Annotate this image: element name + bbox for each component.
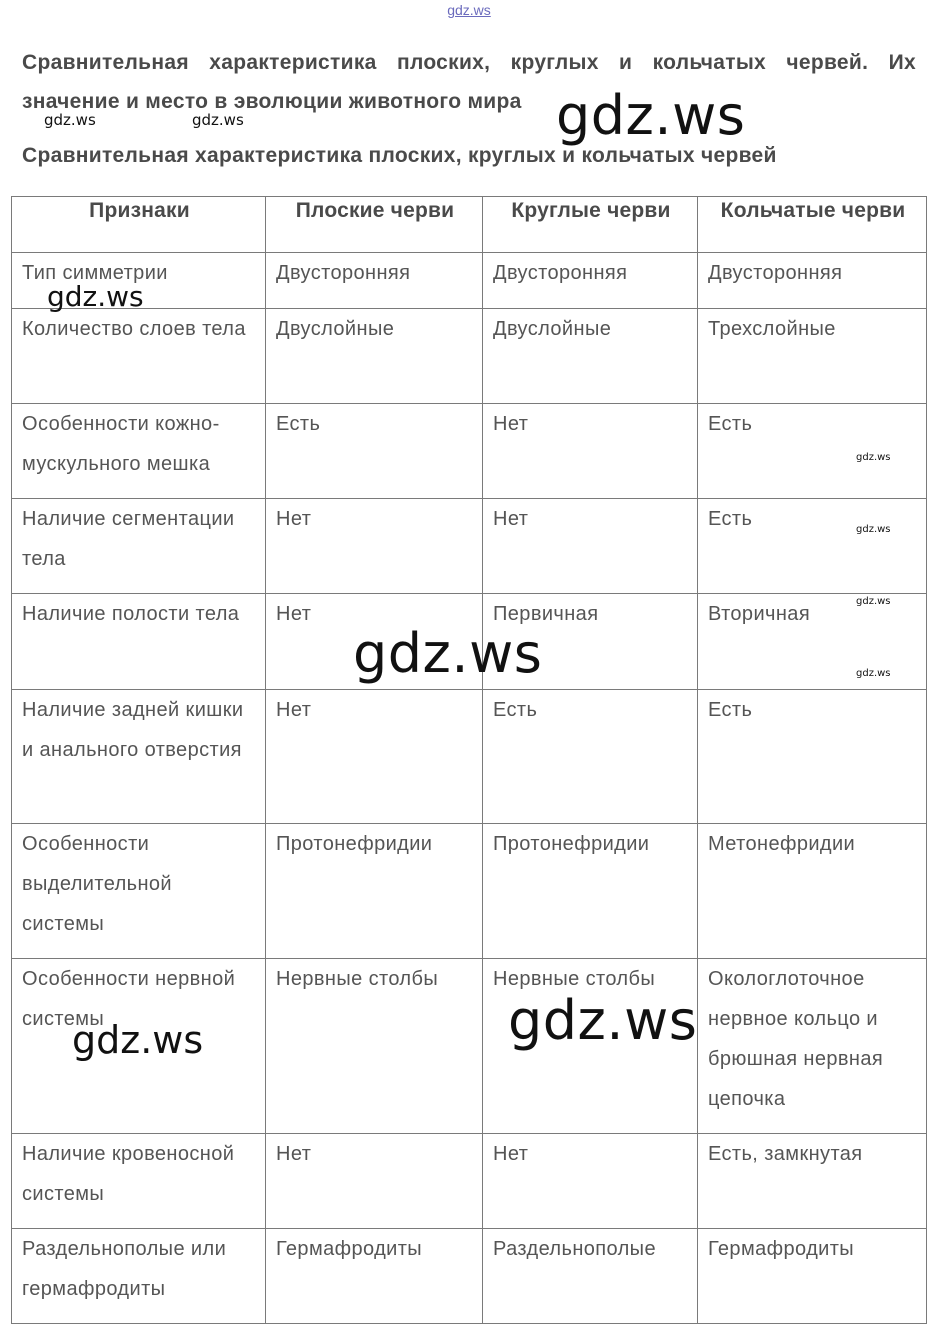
flatworms-cell: Двуслойные — [266, 309, 483, 404]
table-row — [12, 404, 927, 499]
comparison-table — [11, 196, 927, 1324]
header-flatworms: Плоские черви — [266, 197, 483, 253]
header-annelids: Кольчатые черви — [698, 197, 927, 253]
flatworms-cell: Нет — [266, 499, 483, 594]
roundworms-cell: Нет — [483, 499, 698, 594]
watermark: gdz.ws — [856, 524, 891, 535]
page-title: Сравнительная характеристика плоских, круглых и кольчатых червей. Их значение и место в эволюции животного мира — [22, 51, 916, 113]
annelids-cell: Гермафродиты — [698, 1229, 927, 1324]
annelids-cell: Есть — [698, 499, 927, 594]
watermark: gdz.ws — [44, 111, 96, 129]
table-row — [12, 824, 927, 959]
flatworms-cell: Гермафродиты — [266, 1229, 483, 1324]
watermark: gdz.ws — [856, 668, 891, 679]
flatworms-cell: Протонефридии — [266, 824, 483, 959]
flatworms-cell: Нет — [266, 1134, 483, 1229]
watermark: gdz.ws — [508, 989, 698, 1052]
site-link[interactable]: gdz.ws — [447, 2, 491, 18]
table-row — [12, 690, 927, 824]
flatworms-cell: Нет — [266, 690, 483, 824]
table-row — [12, 253, 927, 309]
watermark: gdz.ws — [856, 596, 891, 607]
feature-cell: Количество слоев тела — [12, 309, 266, 404]
header-feature: Признаки — [12, 197, 266, 253]
flatworms-cell: Есть — [266, 404, 483, 499]
feature-cell: Тип симметрии — [12, 253, 266, 309]
roundworms-cell: Первичная — [483, 594, 698, 690]
annelids-cell: Окологлоточное нервное кольцо и брюшная нервная цепочка — [698, 959, 927, 1134]
table-title: Сравнительная характеристика плоских, круглых и кольчатых червей — [22, 144, 777, 167]
table-row — [12, 309, 927, 404]
table-header-row — [12, 197, 927, 253]
annelids-cell: Есть, замкнутая — [698, 1134, 927, 1229]
table-row — [12, 1134, 927, 1229]
roundworms-cell: Протонефридии — [483, 824, 698, 959]
roundworms-cell: Есть — [483, 690, 698, 824]
feature-cell: Особенности выделительной системы — [12, 824, 266, 959]
watermark: gdz.ws — [192, 111, 244, 129]
roundworms-cell: Двуслойные — [483, 309, 698, 404]
roundworms-cell: Нет — [483, 1134, 698, 1229]
watermark: gdz.ws — [856, 452, 891, 463]
roundworms-cell: Раздельнополые — [483, 1229, 698, 1324]
roundworms-cell: Двусторонняя — [483, 253, 698, 309]
annelids-cell: Двусторонняя — [698, 253, 927, 309]
feature-cell: Наличие кровеносной системы — [12, 1134, 266, 1229]
annelids-cell: Есть — [698, 404, 927, 499]
annelids-cell: Метонефридии — [698, 824, 927, 959]
table-row — [12, 1229, 927, 1324]
header-roundworms: Круглые черви — [483, 197, 698, 253]
watermark: gdz.ws — [353, 622, 543, 685]
roundworms-cell: Нет — [483, 404, 698, 499]
feature-cell: Особенности нервной системы — [12, 959, 266, 1134]
roundworms-cell: Нервные столбы — [483, 959, 698, 1134]
annelids-cell: Трехслойные — [698, 309, 927, 404]
feature-cell: Раздельнополые или гермафродиты — [12, 1229, 266, 1324]
table-row — [12, 499, 927, 594]
annelids-cell: Есть — [698, 690, 927, 824]
flatworms-cell: Нет — [266, 594, 483, 690]
feature-cell: Наличие полости тела — [12, 594, 266, 690]
watermark: gdz.ws — [72, 1018, 204, 1062]
flatworms-cell: Нервные столбы — [266, 959, 483, 1134]
watermark: gdz.ws — [47, 280, 144, 313]
feature-cell: Особенности кожно-мускульного мешка — [12, 404, 266, 499]
feature-cell: Наличие задней кишки и анального отверстия — [12, 690, 266, 824]
annelids-cell: Вторичная — [698, 594, 927, 690]
flatworms-cell: Двусторонняя — [266, 253, 483, 309]
watermark: gdz.ws — [556, 84, 746, 147]
feature-cell: Наличие сегментации тела — [12, 499, 266, 594]
